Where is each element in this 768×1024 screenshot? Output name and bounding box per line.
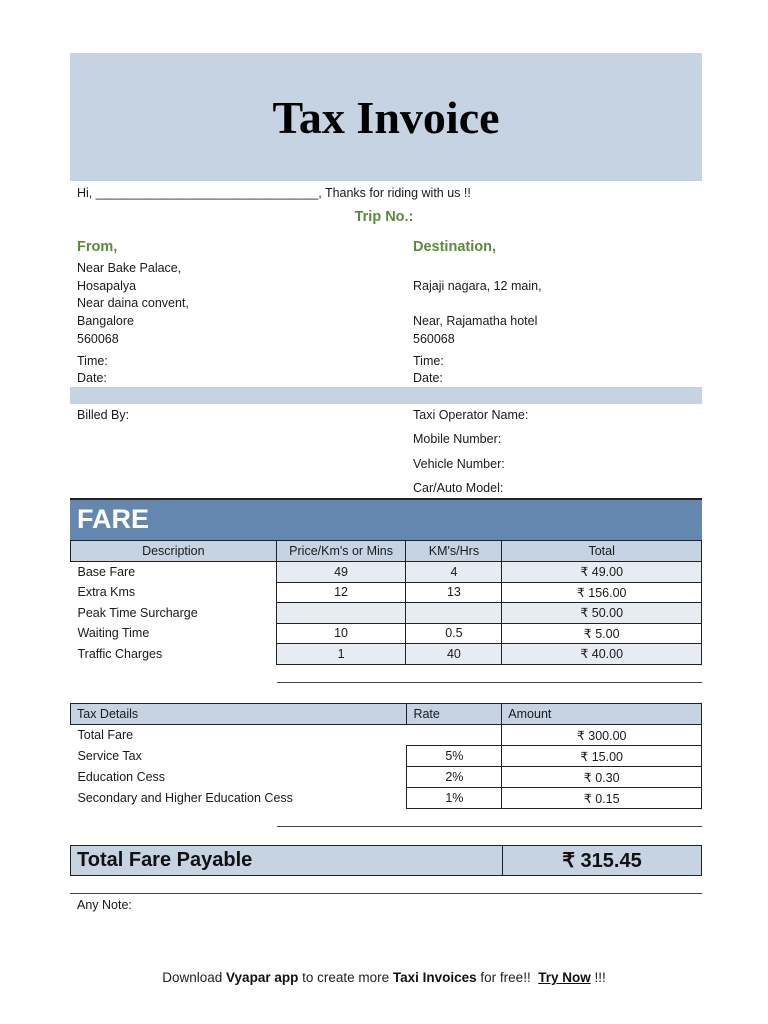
tax-description: Education Cess [77, 770, 166, 784]
tax-table [70, 703, 702, 809]
destination-line: Near, Rajamatha hotel [413, 313, 538, 328]
tax-rate[interactable]: 1% [407, 788, 502, 809]
fare-price[interactable] [276, 603, 406, 624]
promo-text: Download [162, 970, 227, 985]
tax-row [71, 725, 702, 746]
trip-number-label: Trip No.: [354, 209, 414, 225]
total-fare-payable [70, 845, 702, 876]
from-line: Near Bake Palace, [77, 261, 182, 275]
vehicle-number-label: Vehicle Number: [413, 457, 505, 471]
greeting-prefix: Hi, [77, 186, 96, 200]
column-price: Price/Km's or Mins [276, 541, 406, 562]
divider-line [70, 893, 702, 894]
total-value: ₹ 315.45 [562, 850, 642, 872]
car-model-label: Car/Auto Model: [413, 481, 504, 495]
promo-text: !!! [590, 970, 606, 985]
fare-total: ₹ 40.00 [502, 644, 702, 665]
divider-line [277, 682, 702, 683]
fare-description: Extra Kms [77, 585, 136, 600]
invoice-title: Tax Invoice [272, 91, 500, 143]
column-amount: Amount [502, 704, 702, 725]
tax-rate[interactable]: 2% [407, 767, 502, 788]
tax-row [71, 767, 702, 788]
from-date-label: Date: [77, 371, 107, 385]
fare-qty[interactable]: 40 [406, 644, 502, 665]
divider-line [277, 826, 702, 827]
tax-table-header [71, 704, 702, 725]
fare-qty[interactable]: 0.5 [406, 623, 502, 644]
tax-amount: ₹ 0.15 [502, 788, 702, 809]
fare-description: Peak Time Surcharge [77, 605, 198, 620]
tax-description: Secondary and Higher Education Cess [77, 791, 293, 805]
tax-row [71, 746, 702, 767]
fare-price[interactable]: 10 [276, 623, 406, 644]
fare-qty[interactable] [406, 603, 502, 624]
fare-total: ₹ 156.00 [502, 582, 702, 603]
destination-time-label: Time: [413, 354, 444, 368]
section-divider-band [70, 387, 702, 404]
customer-name-blank[interactable]: ________________________________ [95, 186, 319, 200]
fare-description: Base Fare [77, 565, 136, 579]
column-total: Total [502, 541, 702, 562]
greeting-suffix: , Thanks for riding with us !! [318, 186, 471, 200]
fare-price[interactable]: 49 [276, 562, 406, 583]
try-now-link[interactable]: Try Now [538, 970, 591, 985]
promo-banner [0, 970, 768, 985]
fare-row [71, 623, 702, 644]
destination-date-label: Date: [413, 371, 443, 385]
fare-description: Waiting Time [77, 626, 150, 641]
from-line: 560068 [77, 332, 119, 347]
from-line: Near daina convent, [77, 296, 189, 311]
column-rate: Rate [407, 704, 502, 725]
fare-section-title: FARE [77, 504, 150, 534]
fare-qty[interactable]: 4 [406, 562, 502, 583]
note-label: Any Note: [77, 898, 132, 912]
fare-row [71, 562, 702, 583]
destination-line: 560068 [413, 332, 455, 347]
column-tax-details: Tax Details [71, 704, 407, 725]
fare-description: Traffic Charges [77, 646, 163, 661]
destination-address [413, 260, 542, 349]
column-qty: KM's/Hrs [406, 541, 502, 562]
billed-by-label: Billed By: [77, 408, 130, 422]
greeting-line [77, 186, 471, 200]
fare-total: ₹ 5.00 [502, 623, 702, 644]
tax-amount: ₹ 300.00 [502, 725, 702, 746]
destination-line [413, 260, 542, 278]
taxi-operator-name-label: Taxi Operator Name: [413, 408, 529, 422]
tax-amount: ₹ 15.00 [502, 746, 702, 767]
tax-amount: ₹ 0.30 [502, 767, 702, 788]
destination-line: Rajaji nagara, 12 main, [413, 278, 542, 293]
from-line: Bangalore [77, 313, 134, 328]
from-line: Hosapalya [77, 278, 137, 293]
fare-section-header [70, 498, 702, 540]
promo-app-name: Vyapar app [226, 970, 299, 985]
fare-table [70, 540, 702, 665]
fare-total: ₹ 49.00 [502, 562, 702, 583]
tax-row [71, 788, 702, 809]
total-label: Total Fare Payable [71, 846, 503, 875]
from-time-label: Time: [77, 354, 108, 368]
fare-qty[interactable]: 13 [406, 582, 502, 603]
promo-text: for free!! [476, 970, 539, 985]
destination-line [413, 295, 542, 313]
column-description: Description [71, 541, 277, 562]
title-band [70, 53, 702, 181]
promo-text: to create more [298, 970, 393, 985]
fare-price[interactable]: 12 [276, 582, 406, 603]
fare-price[interactable]: 1 [276, 644, 406, 665]
fare-row [71, 603, 702, 624]
tax-description: Service Tax [77, 749, 142, 763]
mobile-number-label: Mobile Number: [413, 432, 502, 446]
tax-description: Total Fare [77, 728, 134, 743]
destination-heading: Destination, [413, 239, 496, 255]
fare-row [71, 582, 702, 603]
from-heading: From, [77, 239, 118, 255]
tax-rate [407, 725, 502, 746]
tax-rate[interactable]: 5% [407, 746, 502, 767]
from-address [77, 260, 189, 349]
fare-table-header [71, 541, 702, 562]
promo-product: Taxi Invoices [392, 970, 477, 985]
fare-total: ₹ 50.00 [502, 603, 702, 624]
fare-row [71, 644, 702, 665]
